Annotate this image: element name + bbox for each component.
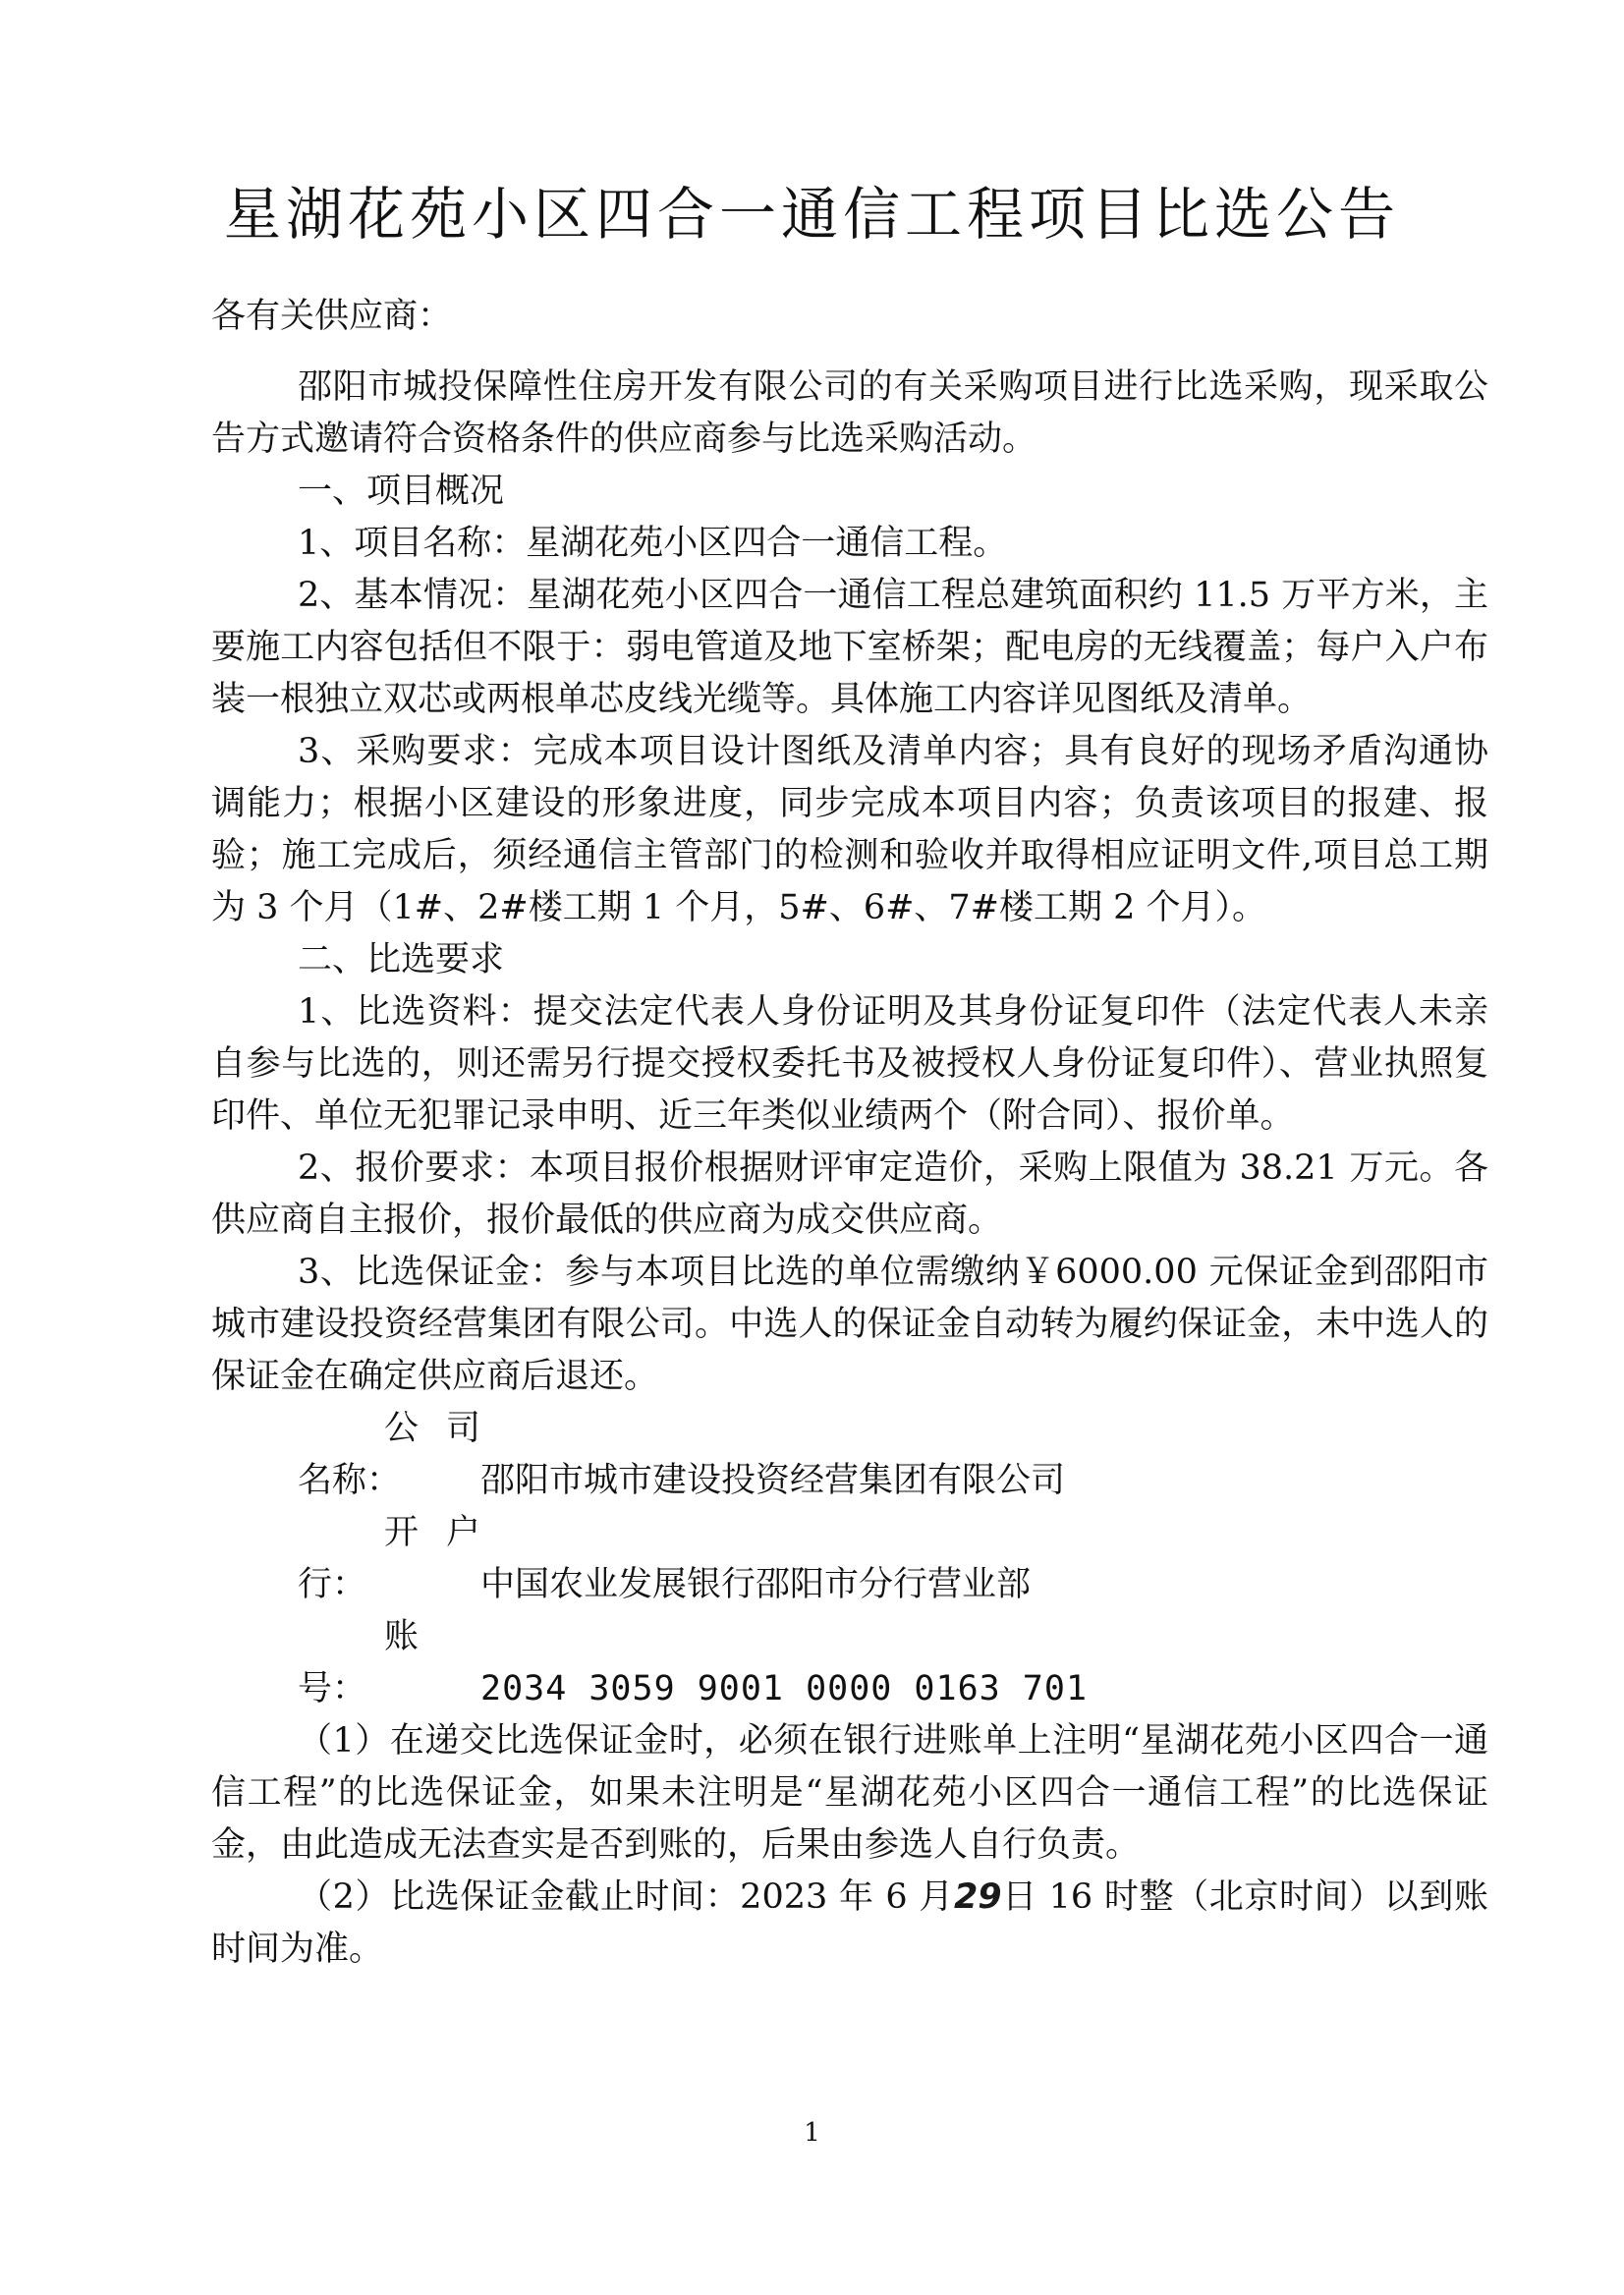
note-2-after: 日 16 时整（北京时间）以到账时间为准。 [211,1877,1488,1969]
account-bank-value: 中国农业发展银行邵阳市分行营业部 [480,1565,1032,1604]
account-bank-label: 开 户 行： [298,1513,480,1604]
account-company-label: 公司名称： [298,1409,480,1500]
selection-item-deposit: 3、比选保证金：参与本项目比选的单位需缴纳￥6000.00 元保证金到邵阳市城市建设投资经营集团有限公司。中选人的保证金自动转为履约保证金，未中选人的保证金在确定供应商后退还。 [211,1253,1488,1396]
section-heading-overview: 一、项目概况 [298,472,505,511]
overview-item-name: 1、项目名称：星湖花苑小区四合一通信工程。 [298,524,1008,563]
account-number-row [211,1611,1488,1715]
note-1: （1）在递交比选保证金时，必须在银行进账单上注明“星湖花苑小区四合一通信工程”的比选保证金，如果未注明是“星湖花苑小区四合一通信工程”的比选保证金，由此造成无法查实是否到账的，后果由参选人自行负责。 [211,1721,1488,1865]
overview-item-basic: 2、基本情况：星湖花苑小区四合一通信工程总建筑面积约 11.5 万平方米，主要施工内容包括但不限于：弱电管道及地下室桥架；配电房的无线覆盖；每户入户布装一根独立双芯或两根单芯皮线光缆等。具体施工内容详见图纸及清单。 [211,576,1488,719]
section-heading-selection: 二、比选要求 [298,940,505,980]
handwritten-day: 29 [953,1877,1002,1917]
account-number-label: 账 号： [298,1617,488,1708]
page-title: 星湖花苑小区四合一通信工程项目比选公告 [223,181,1400,248]
account-bank-row [211,1507,1488,1611]
account-company-row [211,1403,1488,1507]
salutation: 各有关供应商： [211,297,453,336]
note-2-before: （2）比选保证金截止时间：2023 年 6 月 [298,1877,954,1917]
document-body [211,291,1488,1976]
overview-item-requirements: 3、采购要求：完成本项目设计图纸及清单内容；具有良好的现场矛盾沟通协调能力；根据小区建设的形象进度，同步完成本项目内容；负责该项目的报建、报验；施工完成后，须经通信主管部门的检测和验收并取得相应证明文件,项目总工期为 3 个月（1#、2#楼工期 1 个月，5#、6#、7#楼工期 2 个月）。 [211,732,1488,927]
page-number: 1 [804,2118,820,2148]
selection-item-quote: 2、报价要求：本项目报价根据财评审定造价，采购上限值为 38.21 万元。各供应商自主报价，报价最低的供应商为成交供应商。 [211,1148,1488,1240]
account-number-value: 2034 3059 9001 0000 0163 701 [480,1669,1089,1708]
account-company-value: 邵阳市城市建设投资经营集团有限公司 [480,1461,1066,1500]
note-2 [211,1872,1488,1976]
selection-item-materials: 1、比选资料：提交法定代表人身份证明及其身份证复印件（法定代表人未亲自参与比选的，则还需另行提交授权委托书及被授权人身份证复印件）、营业执照复印件、单位无犯罪记录申明、近三年类似业绩两个（附合同）、报价单。 [211,992,1488,1136]
intro-paragraph: 邵阳市城投保障性住房开发有限公司的有关采购项目进行比选采购，现采取公告方式邀请符合资格条件的供应商参与比选采购活动。 [211,367,1488,459]
